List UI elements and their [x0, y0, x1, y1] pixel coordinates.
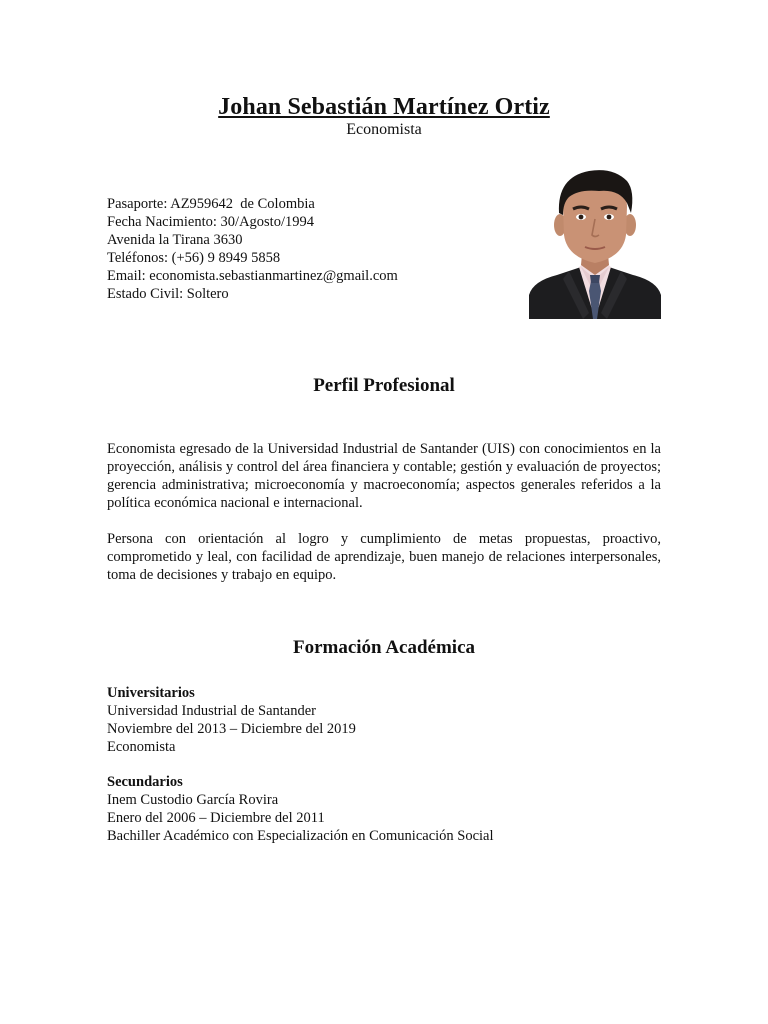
education-secondary	[107, 773, 667, 845]
profile-paragraph-1: Economista egresado de la Universidad Industrial de Santander (UIS) con conocimientos en la proyección, análisis y control del área financiera y contable; gestión y evaluación de proyectos; gerencia administrativa; microeconomía y macroeconomía; aspectos generales referidos a la política económica nacional e internacional.	[107, 441, 661, 511]
birthdate-line: Fecha Nacimiento: 30/Agosto/1994	[107, 214, 314, 230]
secondary-heading: Secundarios	[107, 774, 183, 790]
candidate-profession: Economista	[346, 121, 422, 138]
university-institution: Universidad Industrial de Santander	[107, 703, 316, 719]
secondary-degree: Bachiller Académico con Especialización en Comunicación Social	[107, 828, 494, 844]
personal-info	[107, 195, 507, 303]
candidate-name: Johan Sebastián Martínez Ortiz	[218, 94, 550, 120]
address-line: Avenida la Tirana 3630	[107, 232, 243, 248]
passport-line: Pasaporte: AZ959642 de Colombia	[107, 196, 315, 212]
profile-photo	[529, 163, 661, 319]
education-university	[107, 684, 667, 756]
email-line: Email: economista.sebastianmartinez@gmail.com	[107, 268, 398, 284]
secondary-institution: Inem Custodio García Rovira	[107, 792, 279, 808]
education-section-title: Formación Académica	[292, 637, 476, 658]
phone-line: Teléfonos: (+56) 9 8949 5858	[107, 250, 281, 266]
university-heading: Universitarios	[107, 685, 195, 701]
profile-section-title: Perfil Profesional	[313, 375, 455, 396]
secondary-period: Enero del 2006 – Diciembre del 2011	[107, 810, 325, 826]
university-degree: Economista	[107, 739, 176, 755]
profile-paragraph-2: Persona con orientación al logro y cumplimiento de metas propuestas, proactivo, comprometido y leal, con facilidad de aprendizaje, buen manejo de relaciones interpersonales, toma de decisiones y trabajo en equipo.	[107, 531, 661, 583]
portrait-illustration	[529, 163, 661, 319]
university-period: Noviembre del 2013 – Diciembre del 2019	[107, 721, 356, 737]
civil-status-line: Estado Civil: Soltero	[107, 286, 229, 302]
